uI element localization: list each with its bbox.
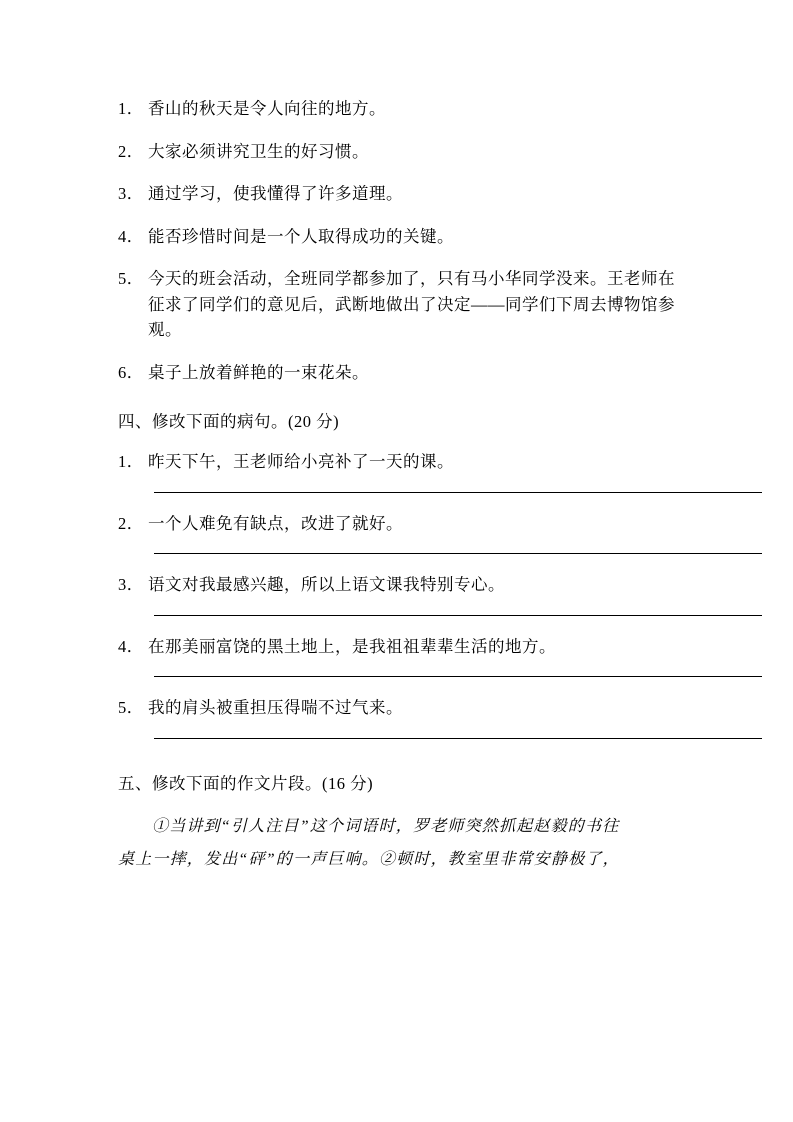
excerpt-line: 桌上一摔，发出“砰”的一声巨响。②顿时，教室里非常安静极了，: [118, 851, 620, 869]
item-number: 5．: [118, 269, 144, 289]
section-five-heading: 五、修改下面的作文片段。(16 分): [118, 773, 374, 793]
item-text: 今天的班会活动，全班同学都参加了，只有马小华同学没来。王老师在征求了同学们的意见后，武断地做出了决定——同学们下周去博物馆参观。: [148, 269, 675, 340]
list-item: [118, 695, 675, 721]
item-text: 语文对我最感兴趣，所以上语文课我特别专心。: [148, 575, 505, 595]
item-number: 5．: [118, 698, 144, 718]
list-item: [118, 360, 675, 386]
answer-blank-line[interactable]: [154, 492, 762, 493]
list-item: [118, 634, 675, 660]
list-item: [118, 266, 675, 343]
item-text: 我的肩头被重担压得喘不过气来。: [148, 698, 403, 718]
composition-excerpt: [118, 811, 675, 877]
item-number: 2．: [118, 141, 144, 161]
item-number: 2．: [118, 513, 144, 533]
item-text: 桌子上放着鲜艳的一束花朵。: [148, 362, 369, 382]
answer-blank-line[interactable]: [154, 615, 762, 616]
item-text: 一个人难免有缺点，改进了就好。: [148, 513, 403, 533]
item-number: 3．: [118, 184, 144, 204]
list-item: [118, 224, 675, 250]
item-number: 1．: [118, 99, 144, 118]
item-number: 6．: [118, 362, 144, 382]
list-item: [118, 511, 675, 537]
list-item: [118, 449, 675, 475]
item-text: 通过学习，使我懂得了许多道理。: [148, 184, 403, 204]
item-text: 能否珍惜时间是一个人取得成功的关键。: [148, 226, 454, 246]
item-number: 4．: [118, 636, 144, 656]
item-text: 昨天下午，王老师给小亮补了一天的课。: [148, 452, 454, 472]
answer-blank-line[interactable]: [154, 738, 762, 739]
item-text: 香山的秋天是令人向往的地方。: [148, 99, 386, 118]
excerpt-line: ①当讲到“引人注目”这个词语时，罗老师突然抓起赵毅的书往: [152, 818, 620, 836]
item-text: 在那美丽富饶的黑土地上，是我祖祖辈辈生活的地方。: [148, 636, 556, 656]
item-number: 3．: [118, 575, 144, 595]
sentence-list: [118, 96, 675, 386]
list-item: [118, 181, 675, 207]
item-number: 1．: [118, 452, 144, 472]
section-four-heading: 四、修改下面的病句。(20 分): [118, 411, 340, 431]
answer-blank-line[interactable]: [154, 553, 762, 554]
item-number: 4．: [118, 226, 144, 246]
list-item: [118, 572, 675, 598]
list-item: [118, 96, 675, 122]
item-text: 大家必须讲究卫生的好习惯。: [148, 141, 369, 161]
list-item: [118, 139, 675, 165]
answer-blank-line[interactable]: [154, 676, 762, 677]
